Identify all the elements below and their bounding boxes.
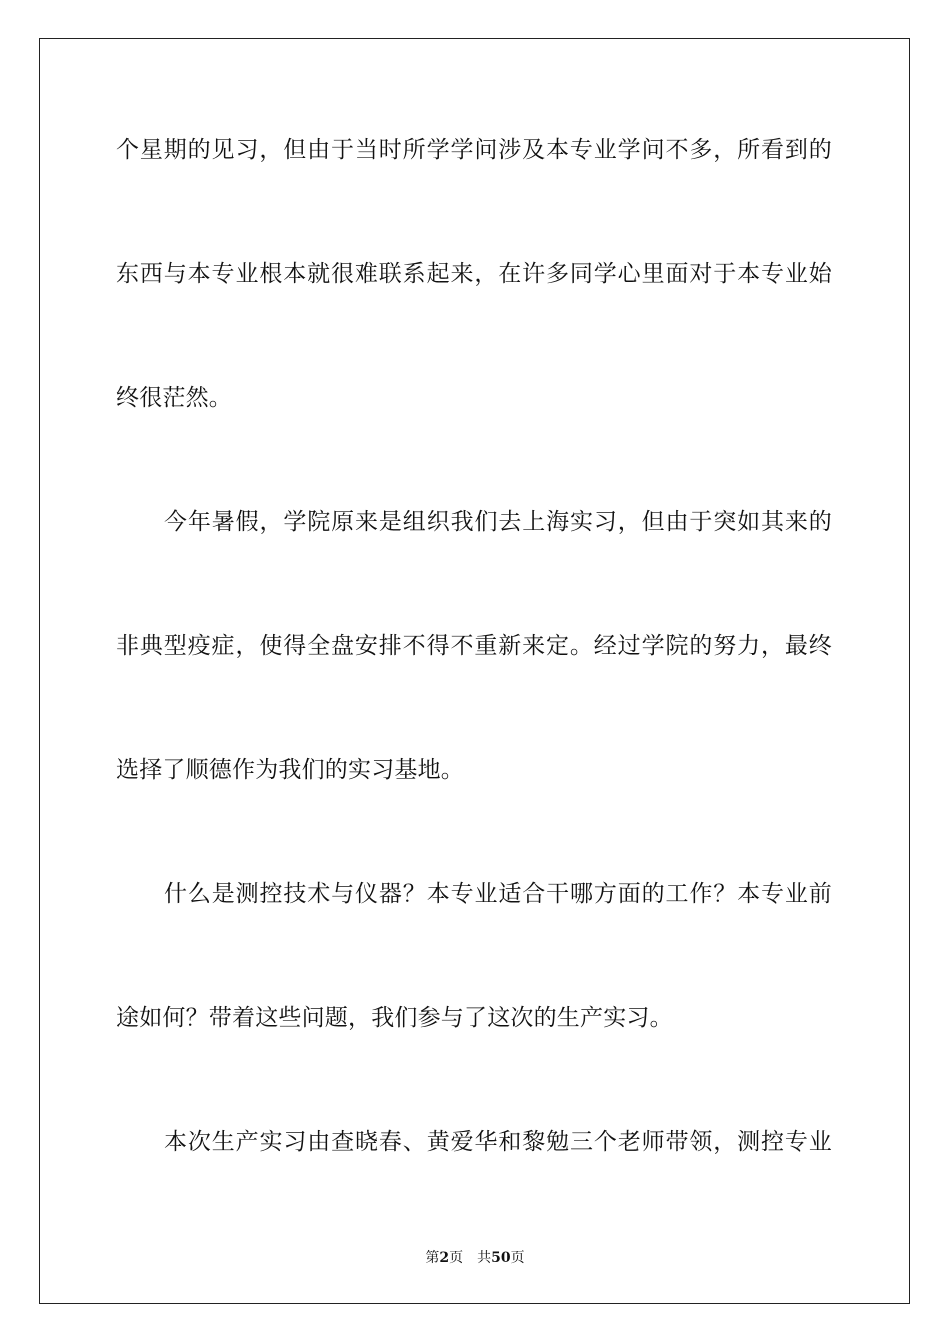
text-line-6: 选择了顺德作为我们的实习基地。 — [116, 757, 464, 783]
footer-total-prefix: 共 — [477, 1250, 492, 1266]
footer-page-number: 2 — [439, 1250, 450, 1266]
text-line-8: 途如何？带着这些问题，我们参与了这次的生产实习。 — [116, 1005, 673, 1031]
footer-page-suffix: 页 — [449, 1250, 464, 1266]
footer-total-pages: 50 — [491, 1250, 511, 1266]
text-line-3: 终很茫然。 — [116, 385, 232, 411]
footer-page-prefix: 第 — [425, 1250, 440, 1266]
text-line-1: 个星期的见习，但由于当时所学学问涉及本专业学问不多，所看到的 — [116, 137, 832, 163]
footer-total-suffix: 页 — [510, 1250, 525, 1266]
text-line-9: 本次生产实习由查晓春、黄爱华和黎勉三个老师带领，测控专业 — [164, 1129, 832, 1155]
page-footer — [0, 1250, 950, 1266]
text-line-2: 东西与本专业根本就很难联系起来，在许多同学心里面对于本专业始 — [116, 261, 832, 287]
text-line-5: 非典型疫症，使得全盘安排不得不重新来定。经过学院的努力，最终 — [116, 633, 832, 659]
page-border — [39, 38, 910, 1304]
text-line-7: 什么是测控技术与仪器？本专业适合干哪方面的工作？本专业前 — [164, 881, 832, 907]
text-line-4: 今年暑假，学院原来是组织我们去上海实习，但由于突如其来的 — [164, 509, 832, 535]
